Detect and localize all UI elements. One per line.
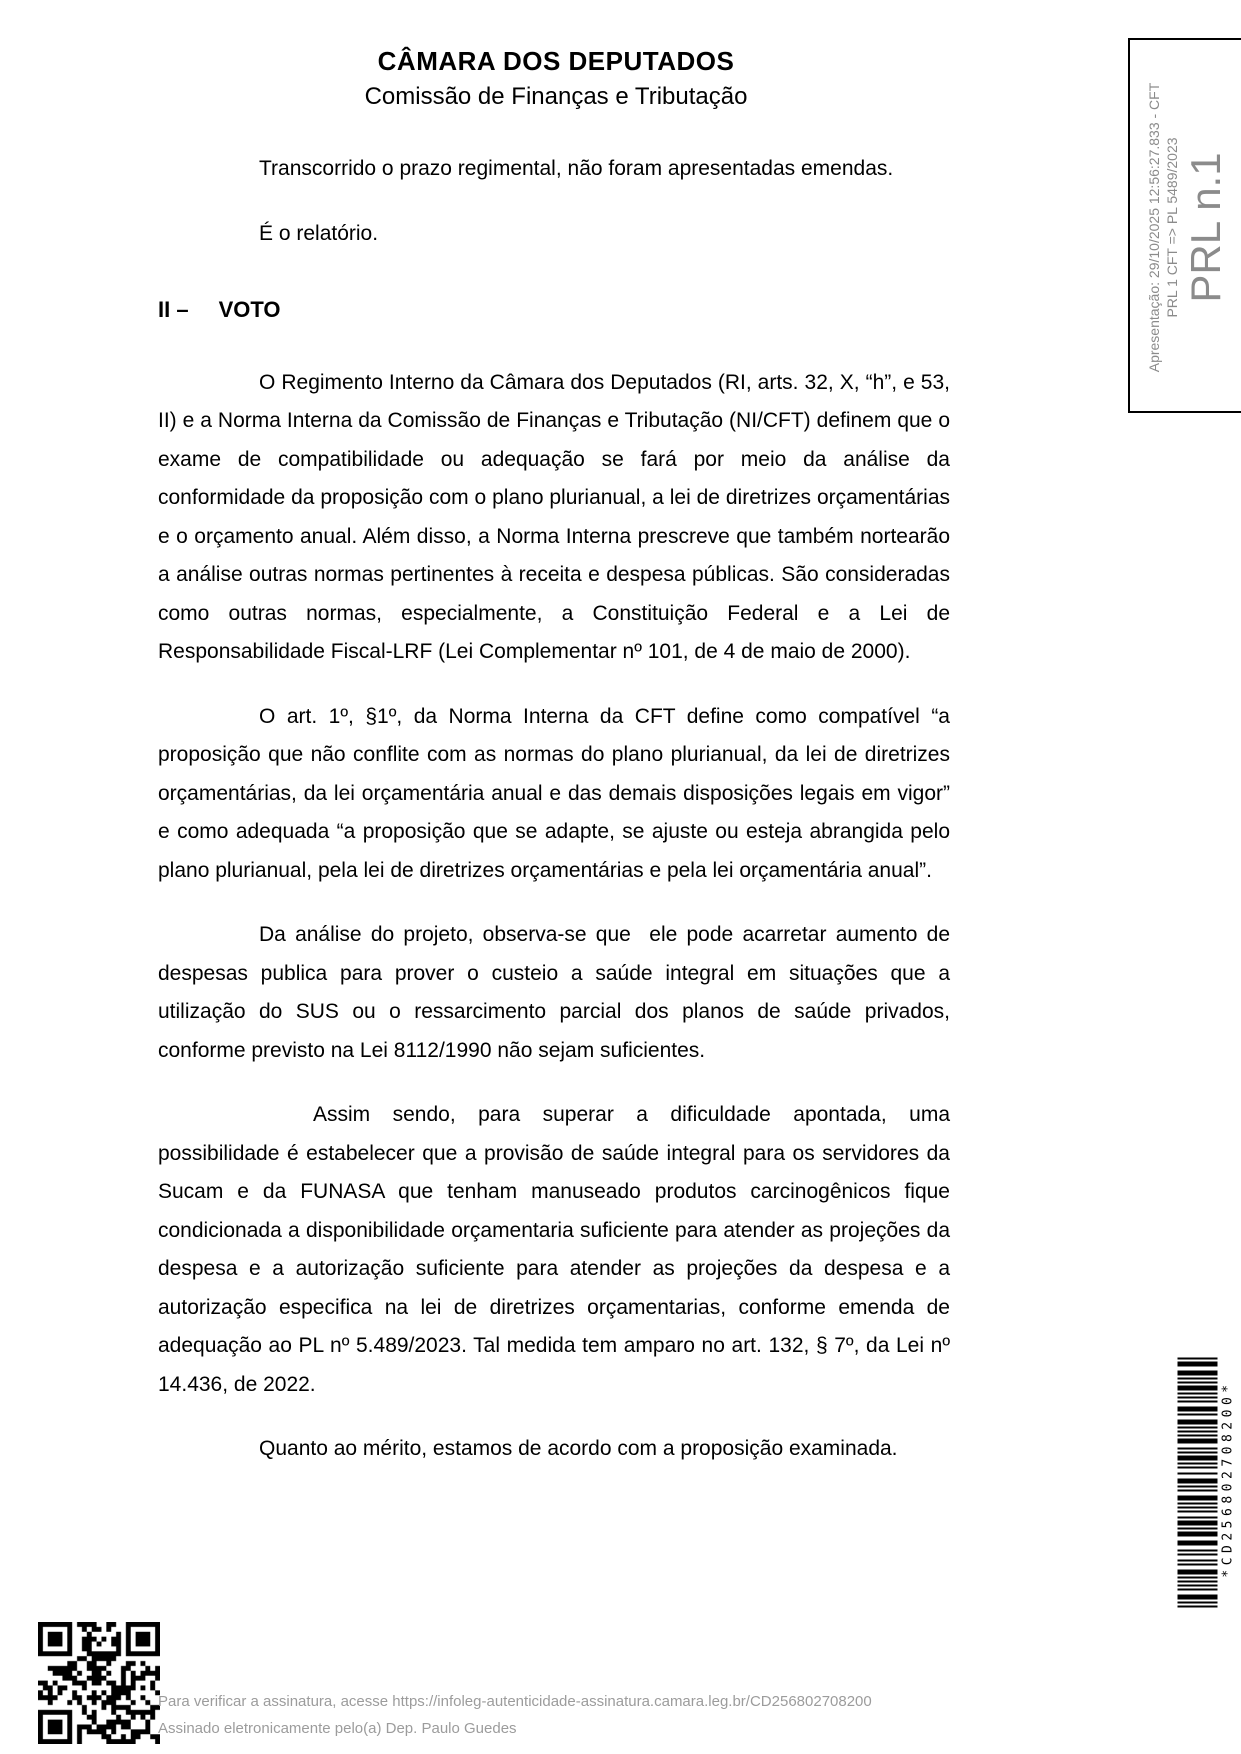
- qr-code: [38, 1622, 160, 1744]
- body-paragraph: Da análise do projeto, observa-se que ele pode acarretar aumento de despesas publica para prover o custeio a saúde integral em situações que a utilização do SUS ou o ressarcimento parcial dos planos de saúde privados, conforme previsto na Lei 8112/1990 não sejam suficientes.: [158, 923, 950, 1062]
- body-paragraph: O Regimento Interno da Câmara dos Deputados (RI, arts. 32, X, “h”, e 53, II) e a Norma Interna da Comissão de Finanças e Tributação (NI/CFT) definem que o exame de compatibilidade ou adequação se fará por meio da análise da conformidade da proposição com o plano plurianual, a lei de diretrizes orçamentárias e o orçamento anual. Além disso, a Norma Interna prescreve que também nortearão a análise outras normas pertinentes à receita e despesa públicas. São consideradas como outras normas, especialmente, a Constituição Federal e a Lei de Responsabilidade Fiscal-LRF (Lei Complementar nº 101, de 4 de maio de 2000).: [158, 370, 950, 663]
- body-paragraph: Assim sendo, para superar a dificuldade apontada, uma possibilidade é estabelecer que a provisão de saúde integral para os servidores da Sucam e da FUNASA que tenham manuseado produtos carcinogênicos fique condicionada a disponibilidade orçamentaria suficiente para atender as projeções da despesa e a autorização suficiente para atender as projeções da despesa e a autorização especifica na lei de diretrizes orçamentarias, conforme emenda de adequação ao PL nº 5.489/2023. Tal medida tem amparo no art. 132, § 7º, da Lei nº 14.436, de 2022.: [158, 1103, 950, 1396]
- barcode-bars: [1178, 1351, 1218, 1608]
- page-subtitle: Comissão de Finanças e Tributação: [364, 83, 748, 110]
- section-heading: [158, 291, 950, 330]
- section-number: II –: [158, 297, 189, 322]
- signature-verify-line: Para verificar a assinatura, acesse https://infoleg-autenticidade-assinatura.camara.leg.br/CD256802708200: [158, 1693, 872, 1710]
- voto-paragraphs: [158, 364, 950, 1469]
- document-header: [0, 46, 1112, 111]
- presentation-stamp-box: [1128, 38, 1241, 413]
- body-paragraph: É o relatório.: [259, 221, 379, 245]
- intro-paragraphs: [158, 150, 950, 253]
- stamp-reference-line: PRL 1 CFT => PL 5489/2023: [1163, 137, 1180, 318]
- body-paragraph: Transcorrido o prazo regimental, não foram apresentadas emendas.: [259, 157, 894, 180]
- body-paragraph: Quanto ao mérito, estamos de acordo com a proposição examinada.: [259, 1437, 898, 1460]
- signature-footer: [158, 1688, 872, 1742]
- barcode-text: *CD256802708200*: [1220, 1380, 1236, 1578]
- page-title: CÂMARA DOS DEPUTADOS: [377, 46, 735, 76]
- section-title: VOTO: [218, 297, 281, 322]
- barcode: [1178, 1351, 1236, 1608]
- signature-signed-line: Assinado eletronicamente pelo(a) Dep. Paulo Guedes: [158, 1720, 517, 1737]
- stamp-document-label: PRL n.1: [1181, 152, 1229, 303]
- document-body: [158, 150, 950, 1495]
- stamp-presentation-line: Apresentação: 29/10/2025 12:56:27.833 - CFT: [1145, 82, 1162, 373]
- presentation-stamp-text: [1130, 40, 1241, 415]
- body-paragraph: O art. 1º, §1º, da Norma Interna da CFT define como compatível “a proposição que não conflite com as normas do plano plurianual, da lei de diretrizes orçamentárias, da lei orçamentária anual e das demais disposições legais em vigor” e como adequada “a proposição que se adapte, se ajuste ou esteja abrangida pelo plano plurianual, pela lei de diretrizes orçamentárias e pela lei orçamentária anual”.: [158, 704, 950, 882]
